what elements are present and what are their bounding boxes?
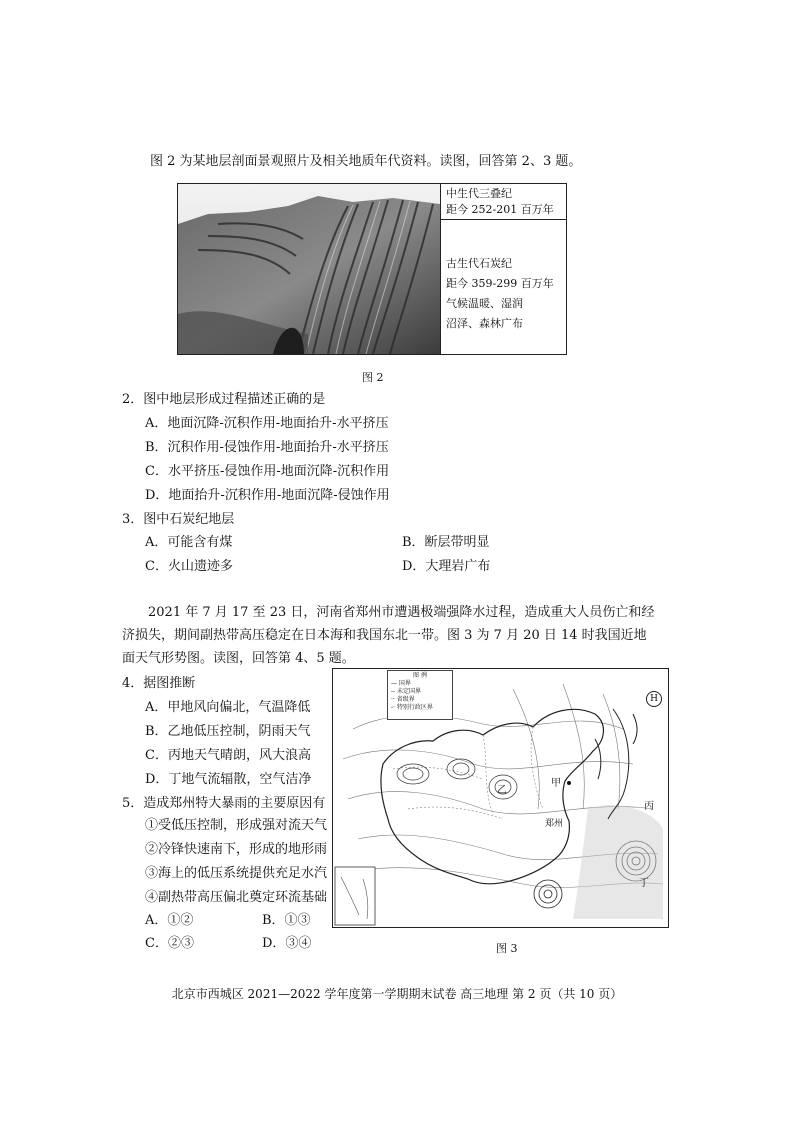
question-5-option-b: B．①③ xyxy=(262,913,311,928)
question-2-option-d: D．地面抬升-沉积作用-地面沉降-侵蚀作用 xyxy=(145,488,390,503)
triassic-age: 距今 252-201 百万年 xyxy=(446,203,554,216)
strata-photo xyxy=(178,184,440,354)
carboniferous-climate: 气候温暖、湿润 xyxy=(446,297,523,310)
page-footer: 北京市西城区 2021—2022 学年度第一学期期末试卷 高三地理 第 2 页（共 10 页） xyxy=(171,987,623,1001)
question-2-stem: 2．图中地层形成过程描述正确的是 xyxy=(122,392,326,407)
question-5-item-4: ④副热带高压偏北奠定环流基础 xyxy=(145,890,328,905)
figure-divider-vertical xyxy=(440,184,441,354)
legend-item-undefined-border: -- 未定国界 xyxy=(391,688,421,695)
question-3-option-b: B．断层带明显 xyxy=(402,535,490,550)
intro-figure-3-line-3: 面天气形势图。读图，回答第 4、5 题。 xyxy=(122,651,355,666)
label-ding: 丁 xyxy=(639,878,649,889)
map-legend xyxy=(387,670,453,720)
question-4-stem: 4．据图推断 xyxy=(122,676,196,691)
weather-map-graphic xyxy=(333,669,668,927)
triassic-label: 中生代三叠纪 xyxy=(446,187,512,200)
label-zhengzhou: 郑州 xyxy=(545,819,564,829)
question-5-option-d: D．③④ xyxy=(262,936,312,951)
question-4-option-c: C．丙地天气晴朗，风大浪高 xyxy=(145,748,311,763)
carboniferous-label: 古生代石炭纪 xyxy=(446,257,512,270)
figure-3-weather-map xyxy=(332,668,669,928)
question-2-option-c: C．水平挤压-侵蚀作用-地面沉降-沉积作用 xyxy=(145,464,390,479)
question-3-stem: 3．图中石炭纪地层 xyxy=(122,512,235,527)
question-3-option-a: A．可能含有煤 xyxy=(145,535,233,550)
question-5-item-2: ②冷锋快速南下，形成的地形雨 xyxy=(145,842,328,857)
intro-figure-3-line-2: 济损失，期间副热带高压稳定在日本海和我国东北一带。图 3 为 7 月 20 日 14 时我国近地 xyxy=(122,628,647,643)
legend-item-province-border: ·· 省级界 xyxy=(391,696,415,703)
question-5-item-3: ③海上的低压系统提供充足水汽 xyxy=(145,866,328,881)
carboniferous-environment: 沼泽、森林广布 xyxy=(446,317,523,330)
question-5-item-1: ①受低压控制，形成强对流天气 xyxy=(145,818,328,833)
question-4-option-b: B．乙地低压控制，阴雨天气 xyxy=(145,724,311,739)
figure-2-caption: 图 2 xyxy=(362,371,384,384)
label-yi: 乙 xyxy=(497,785,507,796)
question-5-option-a: A．①② xyxy=(145,913,194,928)
question-3-option-c: C．火山遗迹多 xyxy=(145,559,233,574)
intro-figure-3-line-1: 2021 年 7 月 17 至 23 日，河南省郑州市遭遇极端强降水过程，造成重大人员伤亡和经 xyxy=(148,605,655,620)
question-2-option-a: A．地面沉降-沉积作用-地面抬升-水平挤压 xyxy=(145,416,389,431)
figure-3-caption: 图 3 xyxy=(496,942,518,955)
question-2-option-b: B．沉积作用-侵蚀作用-地面抬升-水平挤压 xyxy=(145,440,389,455)
legend-item-border: — 国界 xyxy=(391,680,411,687)
question-4-option-a: A．甲地风向偏北，气温降低 xyxy=(145,700,311,715)
figure-2-strata xyxy=(177,183,567,355)
question-5-stem: 5．造成郑州特大暴雨的主要原因有 xyxy=(122,796,326,811)
question-5-option-c: C．②③ xyxy=(145,936,194,951)
legend-title: 图 例 xyxy=(413,672,427,679)
label-bing: 丙 xyxy=(644,801,654,812)
question-3-option-d: D．大理岩广布 xyxy=(402,559,491,574)
legend-item-sar-border: -· 特别行政区界 xyxy=(391,704,433,711)
intro-figure-2: 图 2 为某地层剖面景观照片及相关地质年代资料。读图，回答第 2、3 题。 xyxy=(150,154,582,169)
label-jia: 甲 xyxy=(551,778,561,789)
question-4-option-d: D．丁地气流辐散，空气洁净 xyxy=(145,772,312,787)
carboniferous-age: 距今 359-299 百万年 xyxy=(446,277,554,290)
high-pressure-marker: H xyxy=(646,691,662,707)
